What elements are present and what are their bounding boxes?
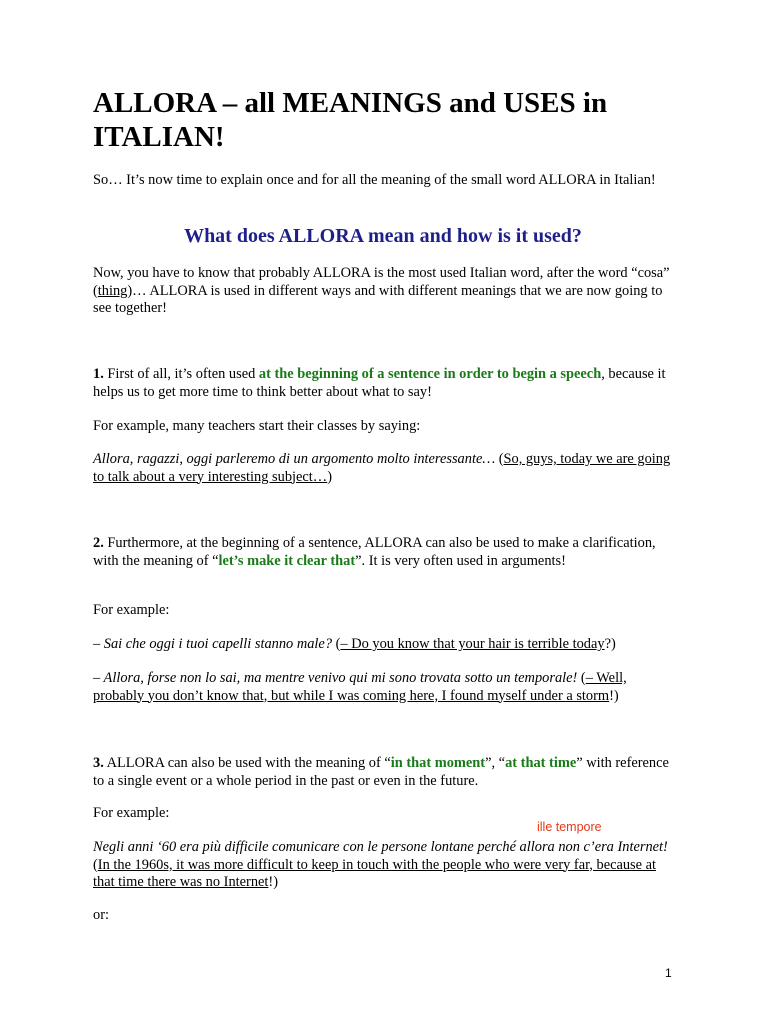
english-translation: In the 1960s, it was more difficult to keep in touch with the people who were very far, because at that time there was no Internet xyxy=(93,856,657,890)
highlight-text: at the beginning of a sentence in order to begin a speech xyxy=(258,366,602,382)
highlight-text: let’s make it clear that xyxy=(218,552,356,569)
example-intro: For example, many teachers start their classes by saying: xyxy=(93,418,421,434)
example-3 xyxy=(93,839,673,892)
translation-run: thing xyxy=(97,282,128,299)
overview-paragraph xyxy=(93,265,673,318)
example-intro: For example: xyxy=(93,805,170,821)
text-run: Now, you have to know that probably ALLORA is the most used Italian word, after the word “cosa” ( xyxy=(93,265,670,299)
example-intro: For example: xyxy=(93,602,170,618)
text-run: !) xyxy=(268,874,279,890)
point-number: 2. xyxy=(93,535,104,551)
highlight-text: in that moment xyxy=(390,755,486,771)
english-translation: So, guys, today we are going to talk about a very interesting subject… xyxy=(93,451,671,485)
point-1-paragraph xyxy=(93,366,673,401)
example-1 xyxy=(93,451,673,486)
text-run: Furthermore, at the beginning of a sentence, ALLORA can also be used to make a clarification, with the meaning of “ xyxy=(93,535,656,569)
point-3-paragraph xyxy=(93,755,673,790)
italian-example: Negli anni ‘60 era più difficile comunicare con le persone lontane perché allora non c’era Internet! xyxy=(93,839,668,855)
intro-paragraph: So… It’s now time to explain once and for all the meaning of the small word ALLORA in Italian! xyxy=(93,172,656,188)
text-run: , because it helps us to get more time to think better about what to say! xyxy=(93,366,666,400)
point-number: 3. xyxy=(93,755,104,771)
page-number: 1 xyxy=(665,966,672,980)
italian-example: – Allora, forse non lo sai, ma mentre venivo qui mi sono trovata sotto un temporale! xyxy=(93,670,578,686)
text-run: ”. It is very often used in arguments! xyxy=(355,552,566,569)
english-translation: – Well, probably you don’t know that, but while I was coming here, I found myself under a storm xyxy=(93,670,627,704)
section-heading: What does ALLORA mean and how is it used? xyxy=(184,225,582,247)
handwritten-annotation: ille tempore xyxy=(537,820,602,834)
text-run: ?) xyxy=(604,636,616,652)
page-title: ALLORA – all MEANINGS and USES in ITALIAN! xyxy=(93,87,608,153)
italian-example: Allora, ragazzi, oggi parleremo di un argomento molto interessante… xyxy=(93,451,496,467)
text-run: ( xyxy=(93,856,98,873)
text-run: )… ALLORA is used in different ways and with different meanings that we are now going to see together! xyxy=(93,282,663,316)
text-run: ALLORA can also be used with the meaning of “ xyxy=(103,755,391,771)
text-run: ( xyxy=(577,670,586,686)
italian-example: – Sai che oggi i tuoi capelli stanno male? xyxy=(93,636,333,652)
highlight-text: at that time xyxy=(505,755,577,771)
text-run: First of all, it’s often used xyxy=(103,366,259,382)
text-run: ( xyxy=(495,451,504,467)
point-2-paragraph xyxy=(93,535,673,570)
example-2b xyxy=(93,670,673,705)
english-translation: – Do you know that your hair is terrible today xyxy=(340,636,605,652)
text-run: ”, “ xyxy=(485,755,506,771)
example-2a xyxy=(93,636,673,654)
text-run: !) xyxy=(609,687,619,704)
or-text: or: xyxy=(93,907,109,923)
text-run: ” with reference to a single event or a whole period in the past or even in the future. xyxy=(93,755,669,789)
text-run: ( xyxy=(332,636,341,652)
point-number: 1. xyxy=(93,366,104,382)
text-run: ) xyxy=(327,468,332,485)
